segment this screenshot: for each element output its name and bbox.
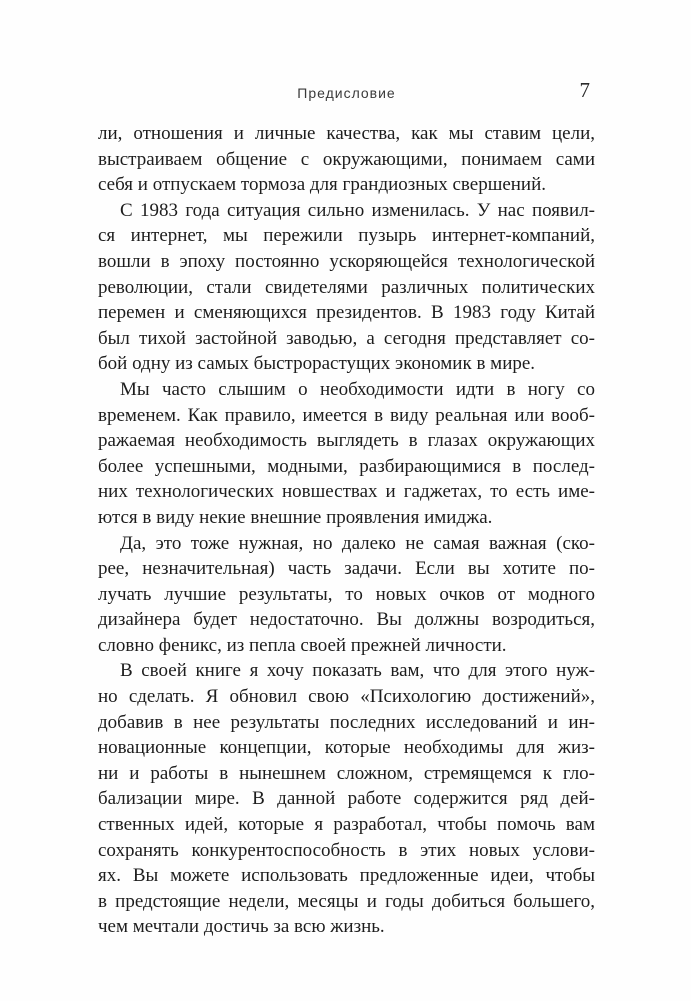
text-line: ни и работы в нынешнем сложном, стремящемся к гло- [98, 762, 595, 784]
page-number: 7 [579, 78, 590, 102]
text-line: ях. Вы можете использовать предложенные идеи, чтобы [98, 865, 595, 887]
text-line: ся интернет, мы пережили пузырь интернет-компаний, [98, 225, 595, 247]
text-line: них технологических новшествах и гаджетах, то есть име- [98, 481, 595, 503]
text-line: был тихой застойной заводью, а сегодня представляет со- [98, 327, 595, 349]
text-line: себя и отпускаем тормоза для грандиозных свершений. [98, 174, 547, 196]
paragraph-1 [98, 121, 595, 198]
text-line: рее, незначительная) часть задачи. Если вы хотите по- [98, 558, 595, 580]
text-line: В своей книге я хочу показать вам, что для этого нуж- [120, 660, 595, 682]
paragraph-5 [98, 658, 595, 940]
section-title: Предисловие [297, 85, 396, 101]
text-line: Да, это тоже нужная, но далеко не самая важная (ско- [120, 532, 595, 554]
paragraph-3 [98, 377, 595, 531]
text-line: лучать лучшие результаты, то новых очков от модного [98, 583, 595, 605]
text-line: в предстоящие недели, месяцы и годы добиться большего, [98, 890, 595, 912]
paragraph-4 [98, 531, 595, 659]
text-line: ражаемая необходимость выглядеть в глазах окружающих [98, 430, 595, 452]
text-line: революции, стали свидетелями различных политических [98, 276, 595, 298]
text-line: выстраиваем общение с окружающими, понимаем сами [98, 148, 595, 170]
text-line: бой одну из самых быстрорастущих экономик в мире. [98, 353, 536, 375]
text-line: бализации мире. В данной работе содержится ряд дей- [98, 788, 595, 810]
text-line: но сделать. Я обновил свою «Психологию достижений», [98, 686, 595, 708]
text-line: чем мечтали достичь за всю жизнь. [98, 916, 385, 938]
text-line: сохранять конкурентоспособность в этих новых услови- [98, 839, 595, 861]
text-line: новационные концепции, которые необходимы для жиз- [98, 737, 595, 759]
text-line: добавив в нее результаты последних исследований и ин- [98, 711, 595, 733]
text-line: временем. Как правило, имеется в виду реальная или вооб- [98, 404, 595, 426]
text-line: ственных идей, которые я разработал, чтобы помочь вам [98, 814, 595, 836]
text-line: С 1983 года ситуация сильно изменилась. У нас появил- [120, 199, 595, 221]
text-line: более успешными, модными, разбирающимися в послед- [98, 455, 595, 477]
text-line: перемен и сменяющихся президентов. В 1983 году Китай [98, 302, 595, 324]
text-line: вошли в эпоху постоянно ускоряющейся технологической [98, 250, 595, 272]
text-line: ли, отношения и личные качества, как мы ставим цели, [98, 123, 595, 144]
text-line: дизайнера будет недостаточно. Вы должны возродиться, [98, 609, 595, 631]
text-line: ются в виду некие внешние проявления имиджа. [98, 506, 493, 528]
paragraph-2 [98, 198, 595, 377]
text-line: словно феникс, из пепла своей прежней личности. [98, 634, 507, 656]
text-line: Мы часто слышим о необходимости идти в ногу со [120, 378, 595, 400]
body-text [98, 121, 595, 940]
running-head [98, 78, 595, 108]
